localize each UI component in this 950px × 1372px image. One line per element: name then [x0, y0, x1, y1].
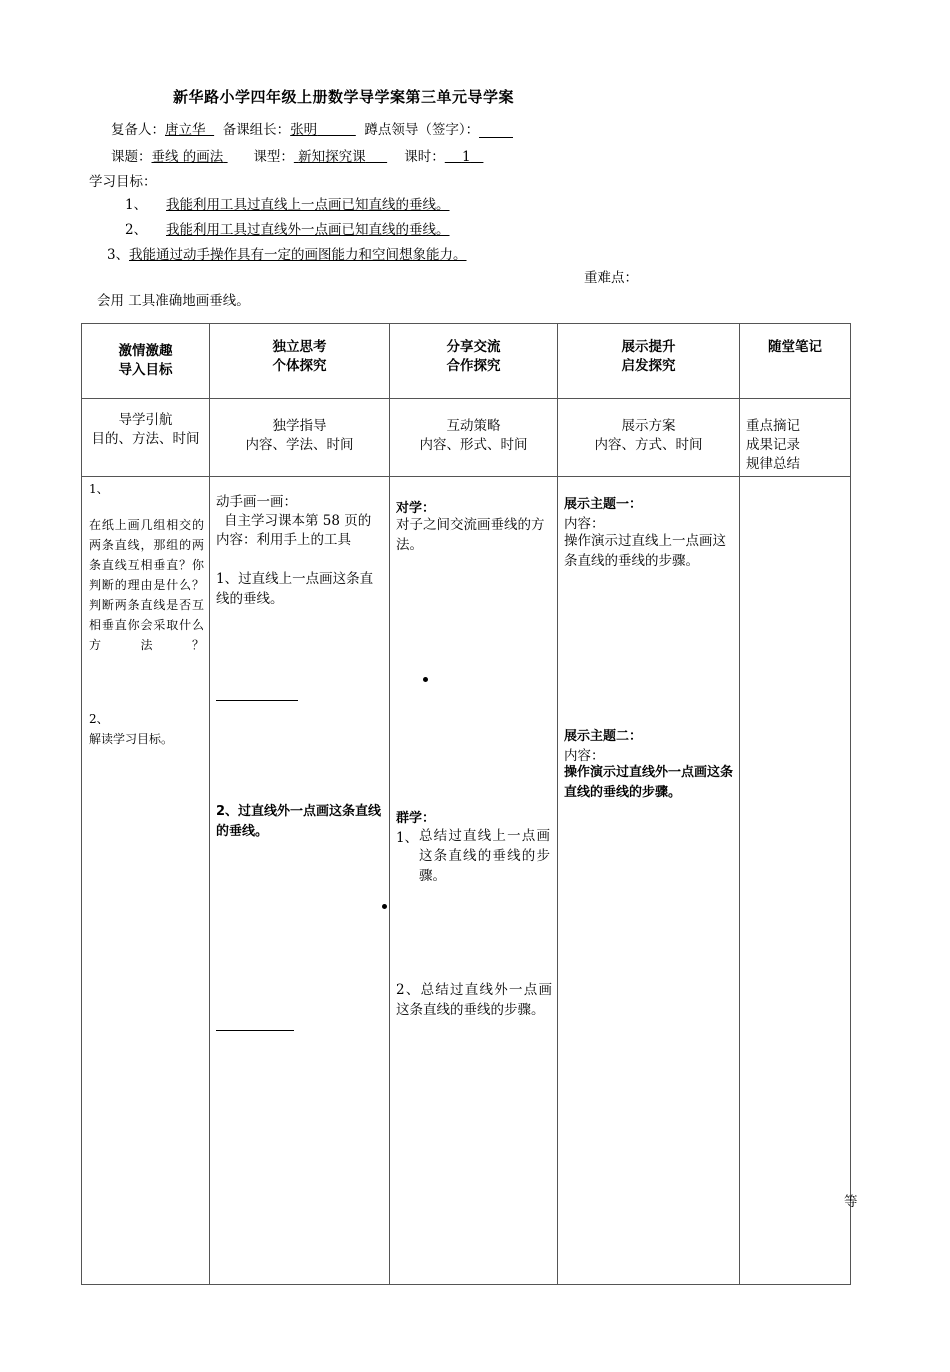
content-cell-share: [390, 477, 558, 1285]
intro-item-1-text: 在纸上画几组相交的两条直线，那组的两条直线互相垂直？你判断的理由是什么？判断两条直线是否互相垂直你会采取什么方法？: [89, 518, 204, 652]
study-guide-table: [81, 323, 858, 1285]
display-topic-1-content-label: 内容：: [564, 516, 605, 532]
leader-label: 备课组长：: [222, 122, 291, 138]
header-row: [82, 324, 851, 399]
subheader-cell-interaction: 互动策略 内容、形式、时间: [390, 399, 558, 477]
topic-value: 垂线 的画法: [151, 149, 224, 165]
margin-note: 等: [844, 1194, 858, 1210]
header-cell-notes: 随堂笔记: [740, 324, 851, 399]
objective-3-number: 3、: [107, 247, 130, 263]
objectives-label: 学习目标：: [89, 174, 157, 190]
subheader-cell-self-study: 独学指导 内容、学法、时间: [210, 399, 390, 477]
hours-label: 课时：: [404, 149, 445, 165]
header-cell-intro: 激情激趣 导入目标: [82, 324, 210, 399]
type-label: 课型：: [253, 149, 294, 165]
point-off-line-dot: [382, 904, 387, 909]
content-cell-independent: [210, 477, 390, 1285]
display-topic-2-text: 操作演示过直线外一点画这条直线的垂线的步骤。: [564, 765, 734, 800]
pair-study-label: 对学：: [396, 501, 436, 516]
display-topic-2-content-label: 内容：: [564, 748, 605, 764]
hours-value: 1: [461, 149, 471, 165]
display-topic-1-text: 操作演示过直线上一点画这条直线的垂线的步骤。: [564, 533, 726, 569]
intro-item-2-number: 2、: [89, 712, 109, 726]
group-item-2-text: 2、总结过直线外一点画这条直线的垂线的步骤。: [396, 982, 552, 1018]
group-item-1-text: 总结过直线上一点画这条直线的垂线的步骤。: [419, 828, 550, 884]
group-study-label: 群学：: [396, 811, 436, 826]
given-line-1: [216, 700, 298, 701]
header-cell-independent: 独立思考 个体探究: [210, 324, 390, 399]
subheader-cell-notes: 重点摘记 成果记录 规律总结: [740, 399, 851, 477]
key-points-text: 会用 工具准确地画垂线。: [97, 293, 250, 309]
drawing-task-2: 2、过直线外一点画这条直线的垂线。: [216, 804, 382, 839]
pair-study-text: 对子之间交流画垂线的方法。: [396, 517, 545, 553]
type-value: 新知探究课: [298, 149, 366, 165]
header-cell-display: 展示提升 启发探究: [558, 324, 740, 399]
preparer-label: 复备人：: [111, 122, 165, 138]
content-cell-notes: [740, 477, 858, 1285]
meta-row-lesson: [111, 145, 483, 165]
objective-1-text: 我能利用工具过直线上一点画已知直线的垂线。: [166, 197, 450, 213]
subheader-cell-plan: 展示方案 内容、方式、时间: [558, 399, 740, 477]
display-topic-1-label: 展示主题一：: [564, 497, 643, 512]
drawing-task-intro: 动手画一画：: [216, 494, 297, 510]
display-topic-2-label: 展示主题二：: [564, 729, 643, 744]
meta-row-staff: [111, 118, 513, 138]
leader-name: 张明: [290, 122, 318, 138]
subheader-row: [82, 399, 851, 477]
objective-2-text: 我能利用工具过直线外一点画已知直线的垂线。: [166, 222, 450, 238]
topic-label: 课题：: [111, 149, 152, 165]
objective-2-number: 2、: [125, 222, 148, 238]
preparer-name: 唐立华: [165, 122, 206, 138]
page-title: 新华路小学四年级上册数学导学案第三单元导学案: [173, 88, 515, 106]
key-points-label: 重难点：: [584, 270, 638, 286]
drawing-task-instruction: 自主学习课本第 58 页的内容：利用手上的工具: [216, 513, 372, 548]
group-item-1-number: 1、: [396, 830, 419, 846]
subheader-cell-guide: 导学引航 目的、方法、时间: [82, 399, 210, 477]
content-row: [82, 477, 851, 1285]
supervisor-signature-blank: [479, 123, 513, 138]
content-cell-display: [558, 477, 740, 1285]
drawing-task-1: 1、过直线上一点画这条直线的垂线。: [216, 571, 374, 607]
header-cell-share: 分享交流 合作探究: [390, 324, 558, 399]
objective-3-text: 我能通过动手操作具有一定的画图能力和空间想象能力。: [129, 247, 467, 263]
given-line-2: [216, 1030, 294, 1031]
supervisor-label: 蹲点领导（签字）：: [364, 122, 480, 138]
intro-item-1-number: 1、: [89, 482, 109, 496]
intro-item-2-text: 解读学习目标。: [89, 732, 174, 746]
objective-1-number: 1、: [125, 197, 148, 213]
content-cell-intro: [82, 477, 210, 1285]
